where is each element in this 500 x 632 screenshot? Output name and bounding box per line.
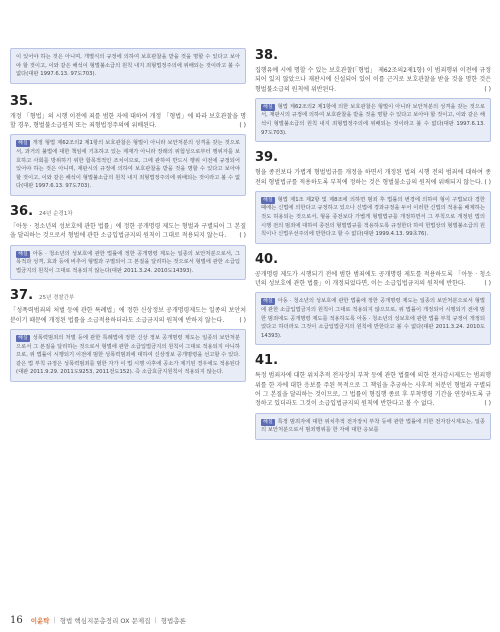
answer-blank[interactable]: ( )	[484, 178, 491, 186]
footer-divider: |	[154, 616, 157, 624]
answer-blank[interactable]: ( )	[239, 232, 246, 240]
question-text: 특정 범죄자에 대한 위치추적 전자장치 부착 등에 관한 법률에 의한 전자감시제도는 범죄행위를 한 자에 대한 응보를 주된 목적으로 그 책임을 추궁하는 사후적 처분인 형벌과 구별되어 그 본질을 달리하는 것이므로, 그 법률이 형집행 종료 후 부착명령 기간을 연장하도록 규정하고 있더라도 그것이 소급입법금지의 원칙에 반한다고 볼 수 없다. ( )	[255, 372, 491, 408]
answer-blank[interactable]: ( )	[484, 400, 491, 408]
exam-tag: 24년 순경1차	[39, 210, 73, 217]
question-41	[255, 353, 491, 439]
explanation-badge: 해설	[263, 103, 273, 110]
question-number: 36.	[10, 203, 34, 219]
explanation-text: 형법 제62조의2 제1항에 의한 보호관찰은 형벌이 아니라 보안처분의 성격을 갖는 것으로서, 재판시의 규정에 의하여 보호관찰을 받을 것을 명할 수 있다고 보아야 할 것이고, 이와 같은 해석이 형벌불소급의 원칙 내지 죄형법정주의에 위배되는 것이라고 볼 수 없다(대판 1997.6.13. 97도703).	[261, 103, 485, 136]
question-text: 공개명령 제도가 시행되기 전에 범한 범죄에도 공개명령 제도를 적용하도록 「아동 · 청소년의 성보호에 관한 법률」이 개정되었다면, 이는 소급입법금지의 원칙에 반한다. ( )	[255, 270, 491, 288]
explanation-box	[10, 134, 246, 196]
explanation-box	[255, 292, 491, 345]
explanation-text: 개정 형법 제62조의2 제1항의 보호관찰은 형벌이 아니라 보안처분의 성격을 갖는 것으로서, 과거의 불법에 대한 책임에 기초하고 있는 제재가 아니라 장래의 위험성으로부터 행위자를 보호하고 사회를 방위하기 위한 합목적적인 조치이므로, 그에 관하여 반드시 행위 이전에 규정되어 있어야 하는 것은 아니며, 재판시의 규정에 의하여 보호관찰을 받을 것을 명할 수 있다고 보아야 할 것이고, 이와 같은 해석이 형벌불소급의 원칙 내지 죄형법정주의에 위배되는 것이라고 볼 수 없다(대판 1997.6.13. 97도703).	[16, 140, 240, 190]
explanation-text: 특정 범죄자에 대한 위치추적 전자장치 부착 등에 관한 법률에 의한 전자감시제도는, 일종의 보안처분으로서 범죄행위를 한 자에 대한 응보를	[261, 418, 485, 434]
question-text: 「아동 · 청소년의 성보호에 관한 법률」에 정한 공개명령 제도는 형벌과 구별되어 그 본질을 달리하는 것으로서 형벌에 관한 소급입법금지의 원칙이 그대로 적용되지 않는다. ( )	[10, 222, 246, 240]
question-40	[255, 252, 491, 346]
answer-blank[interactable]: ( )	[239, 316, 246, 324]
explanation-box	[255, 413, 491, 440]
question-number: 35.	[10, 93, 34, 109]
question-37	[10, 288, 246, 382]
question-text: 「성폭력범죄의 처벌 등에 관한 특례법」에 정한 신상정보 공개명령제도는 일종의 보안처분이기 때문에 개정된 법률을 소급적용하더라도 소급금지의 원칙에 반하지 않는다. ( )	[10, 307, 246, 324]
section-name: 형법총론	[160, 616, 186, 625]
explanation-box	[255, 98, 491, 142]
question-number: 37.	[10, 288, 34, 304]
footer-divider: |	[53, 616, 56, 624]
explanation-badge: 해설	[18, 140, 28, 147]
page-footer	[10, 614, 490, 626]
question-text: 형을 종전보다 가볍게 형벌법규를 개정을 하면서 개정된 법의 시행 전의 범죄에 대하여 종전의 형벌법규를 적용하도록 부칙에 정하는 것은 형벌불소급의 원칙에 위배되지 않는다. ( )	[255, 169, 491, 186]
explanation-box	[10, 245, 246, 281]
explanation-text: 아동 · 청소년의 성보호에 관한 법률에 정한 공개명령 제도는 일종의 보안처분으로서, 그 목적과 성격, 효과 등에 비추어 형벌과 구별되어 그 본질을 달리하는 것으로서 형벌에 관한 소급입법금지의 원칙이 그대로 적용되지 않는다(대판 2011.3.24. 2010도14393).	[16, 250, 240, 274]
question-text: 집행유예 시에 명할 수 있는 보호관찰(「형법」 제62조의2제1항) 이 범죄행위 이전에 규정되어 있지 않았으나 재판시에 신설되어 있어 이를 근거로 보호관찰을 받을 것을 명한 것은 형벌불소급의 원칙에 위반된다. ( )	[255, 67, 491, 93]
explanation-text: 이 있어야 하는 것은 아니며, 개별식의 규정에 의하여 보호관찰을 받을 것을 명할 수 있다고 보아야 할 것이고, 이와 같은 해석이 형벌불소급의 원칙 내지 죄형법정주의에 위배되는 것이라고 볼 수 없다(대판 1997.6.13. 97도703).	[16, 54, 240, 78]
right-column	[255, 48, 491, 448]
explanation-badge: 해설	[263, 418, 273, 425]
question-text: 개정 「형법」의 시행 이전에 죄를 범한 자에 대하여 개정 「형법」에 따라 보호관찰을 명할 경우, 형벌불소급원칙 또는 죄형법정주의에 위배된다. ( )	[10, 112, 246, 130]
question-number: 39.	[255, 150, 279, 166]
explanation-text: 형법 제1조 제2항 및 제8조에 의하면 범죄 후 법률의 변경에 의하여 형이 구법보다 경한 때에는 신법에 의한다고 규정하고 있으나 신법에 경과규정을 두어 이러한 신법의 적용을 배제하는 것도 허용되는 것으로서, 형을 종전보다 가볍게 형벌법규를 개정하면서 그 부칙으로 개정된 법의 시행 전의 범죄에 대하여 종전의 형벌법규를 적용하도록 규정한다 하여 헌법상의 형벌불소급의 원칙이나 신법우선주의에 반한다고 할 수 없다(대판 1999.4.13. 99초76).	[261, 196, 485, 238]
explanation-badge: 해설	[18, 250, 28, 257]
explanation-text: 아동 · 청소년의 성보호에 관한 법률에 정한 공개명령 제도는 일종의 보안처분으로서 형벌에 관한 소급입법금지의 원칙이 그대로 적용되지 않으므로, 위 법률이 개정되어 시행되기 전에 범한 범죄에도 공개명령 제도를 적용하도록 아동 · 청소년의 성보호에 관한 법률 부칙 규정이 개정되었다고 하더라도 그것이 소급입법금지의 원칙에 반한다고 볼 수 없다(대판 2011.3.24. 2010도14393).	[261, 298, 485, 339]
answer-blank[interactable]: ( )	[484, 85, 491, 93]
left-column	[10, 48, 246, 390]
question-36	[10, 204, 246, 280]
question-number: 38.	[255, 48, 279, 63]
question-number: 40.	[255, 251, 279, 267]
explanation-badge: 해설	[18, 334, 28, 341]
question-35	[10, 94, 246, 196]
question-38	[255, 48, 491, 142]
question-39	[255, 150, 491, 244]
explanation-box	[255, 191, 491, 244]
answer-blank[interactable]: ( )	[239, 122, 246, 130]
explanation-text: 성폭력범죄의 처벌 등에 관한 특례법에 정한 신상 정보 공개명령 제도는 일종의 보안처분으로서 그 본질을 달리하는 것으로서 형벌에 관한 소급입법금지의 원칙이 그대로 적용되지 아니하므로, 위 법률이 시행되기 이전에 범한 성폭력범죄에 대하여 신상정보 공개명령을 선고할 수 있다. 같은 법 부칙 규정은 성폭력범죄를 범한 자가 이 법 시행 이후에 공소가 제기된 경우에도 적용된다(대판 2011.9.29. 2011도9253, 2011전도152). 즉 소급효금지원칙이 적용되지 않는다.	[16, 334, 240, 376]
book-title: 형법 핵심지문총정리 OX 문제집	[59, 616, 151, 625]
page-number: 16	[10, 614, 23, 626]
exam-tag: 25년 경찰간부	[39, 295, 75, 302]
explanation-continued	[10, 48, 246, 84]
explanation-badge: 해설	[263, 298, 273, 305]
author-brand: 이윤탁	[30, 616, 50, 625]
explanation-box	[10, 329, 246, 382]
explanation-badge: 해설	[263, 196, 273, 203]
question-number: 41.	[255, 353, 279, 369]
answer-blank[interactable]: ( )	[484, 280, 491, 288]
